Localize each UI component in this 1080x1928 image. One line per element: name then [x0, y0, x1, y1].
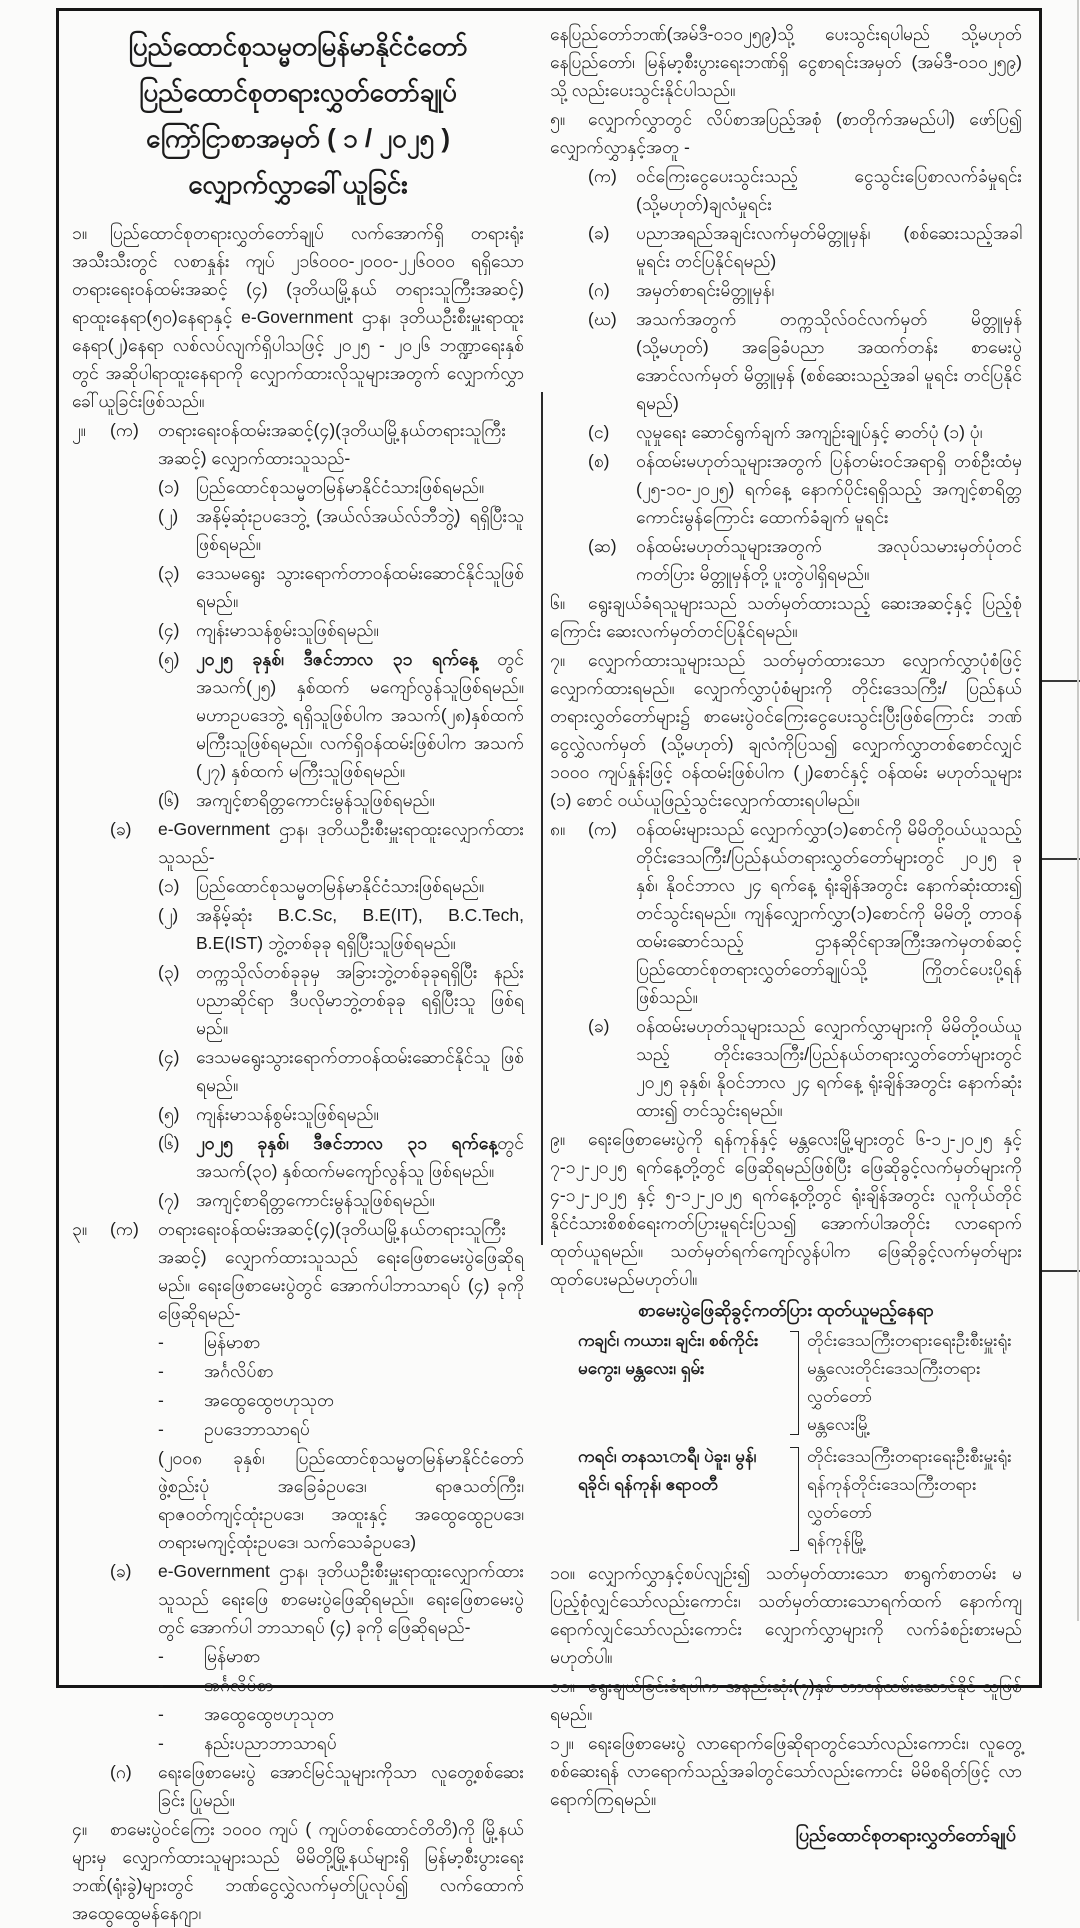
list-item: [158, 1100, 524, 1128]
signature: ပြည်ထောင်စုတရားလွှတ်တော်ချုပ်: [795, 1825, 1016, 1845]
dash-item: [158, 1415, 524, 1443]
list-item-text: အနိမ့်ဆုံးဥပဒေဘွဲ့ (အယ်လ်အယ်လ်ဘီဘွဲ့) ရရှိပြီးသူဖြစ်ရမည်။: [196, 506, 524, 554]
clause-number: ၃။: [72, 1219, 88, 1239]
item-number: (၂): [158, 905, 179, 925]
location-states: ကရင်၊ တနသၤာရီ၊ ပဲခူး၊ မွန်၊ ရခိုင်၊ ရန်ကုန်၊ ဧရာဝတီ: [578, 1447, 757, 1494]
list-item-text: ကျန်းမာသန်စွမ်းသူဖြစ်ရမည်။: [196, 620, 379, 640]
list-item-text: ကျန်းမာသန်စွမ်းသူဖြစ်ရမည်။: [196, 1104, 379, 1124]
sub-letter: (ဂ): [110, 1762, 132, 1782]
clause-number: ၁၂။: [550, 1733, 574, 1753]
dash-item-text: ဥပဒေဘာသာရပ်: [204, 1419, 310, 1439]
item-number: (၅): [158, 649, 180, 669]
column-divider: [541, 392, 543, 1245]
sub-letter: (စ): [588, 451, 610, 471]
clause-number: [550, 219, 588, 275]
item-number: (၆): [158, 790, 180, 810]
list-item-text: ၂၀၂၅ ခုနှစ်၊ ဒီဇင်ဘာလ ၃၁ ရက်နေ့ တွင် အသက်(၂၅) နှစ်ထက် မကျော်လွန်သူဖြစ်ရမည်။ မဟာဥပဒေဘွဲ့ ရရှိသူဖြစ်ပါက အသက်(၂၈)နှစ်ထက် မကြီးသူဖြစ်ရမည်။ လက်ရှိဝန်ထမ်းဖြစ်ပါက အသက် (၂၇) နှစ်ထက် မကြီးသူဖြစ်ရမည်။: [196, 649, 525, 781]
list-item-text: တက္ကသိုလ်တစ်ခုခုမှ အခြားဘွဲ့တစ်ခုခုရရှိပြီး နည်းပညာဆိုင်ရာ ဒီပလိုမာဘွဲ့တစ်ခုခု ရရှိပြီးသူ ဖြစ်ရမည်။: [196, 962, 524, 1038]
clause-number: [550, 418, 588, 446]
list-item: [158, 559, 524, 615]
left-column: [72, 19, 524, 1928]
dash-item-text: အထွေထွေဗဟုသုတ: [204, 1390, 334, 1410]
sub-clause: [550, 532, 1022, 588]
sub-clause: [72, 815, 524, 871]
item-number: (၄): [158, 620, 180, 640]
list-item: [158, 473, 524, 501]
dash-item-text: နည်းပညာဘာသာရပ်: [204, 1733, 337, 1753]
clause-number: ၂။: [72, 420, 86, 440]
location-states: ကချင်၊ ကယား၊ ချင်း၊ စစ်ကိုင်း မကွေး၊ မန္တလေး၊ ရှမ်း: [578, 1331, 759, 1378]
sub-clause-text: ဝန်ထမ်းများသည် လျှောက်လွှာ(၁)စောင်ကို မိမိတို့ဝယ်ယူသည့် တိုင်းဒေသကြီး/ပြည်နယ်တရားလွှတ်တော်များတွင် ၂၀၂၅ ခုနှစ်၊ နိုဝင်ဘာလ ၂၄ ရက်နေ့ ရုံးချိန်အတွင်း နောက်ဆုံးထား၍ တင်သွင်းရမည်။ ကျန်လျှောက်လွှာ(၁)စောင်ကို မိမိတို့ တာဝန်ထမ်းဆောင်သည့် ဌာနဆိုင်ရာအကြီးအကဲမှတစ်ဆင့် ပြည်ထောင်စုတရားလွှတ်တော်ချုပ်သို့ ကြိုတင်ပေးပို့ရန် ဖြစ်သည်။: [636, 819, 1022, 1007]
clause-number: ၁၁။: [550, 1676, 575, 1696]
list-item: [158, 1129, 524, 1185]
sub-clause: [550, 276, 1022, 304]
sub-clause: [550, 162, 1022, 218]
dash-marker: -: [158, 1361, 164, 1381]
clause-number: [550, 447, 588, 531]
clause-number: [550, 532, 588, 588]
sub-letter: (ခ): [110, 819, 132, 839]
dash-item-text: အင်္ဂလိပ်စာ: [204, 1361, 274, 1381]
sub-letter: (ဂ): [588, 280, 610, 300]
dash-item: [158, 1671, 524, 1699]
dash-marker: -: [158, 1675, 164, 1695]
location-row: [578, 1327, 1022, 1439]
sub-clause: [550, 1012, 1022, 1124]
clause-number: [550, 162, 588, 218]
sub-clause-text: အမှတ်စာရင်းမိတ္တူမှန်၊: [636, 280, 775, 300]
sub-clause-text: ဝန်ထမ်းမဟုတ်သူများအတွက် အလုပ်သမားမှတ်ပုံတင်ကတ်ပြား မိတ္တူမှန်တို့ ပူးတွဲပါရှိရမည်။: [636, 536, 1022, 584]
location-row: [578, 1443, 1022, 1555]
sub-clause: [550, 447, 1022, 531]
clause-number: [72, 1557, 110, 1641]
list-item: [158, 872, 524, 900]
clause-number: ၁။: [72, 223, 88, 243]
sub-letter: (ခ): [110, 1561, 132, 1581]
location-office: တိုင်းဒေသကြီးတရားရေးဦးစီးမှူးရုံး မန္တလေးတိုင်းဒေသကြီးတရားလွှတ်တော် မန္တလေးမြို့: [807, 1331, 1012, 1434]
clause-number: [550, 276, 588, 304]
sub-letter: (က): [588, 166, 617, 186]
right-column: [550, 19, 1022, 1850]
list-item-text: ၂၀၂၅ ခုနှစ်၊ ဒီဇင်ဘာလ ၃၁ ရက်နေ့တွင် အသက်(၃၀) နှစ်ထက်မကျော်လွန်သူ ဖြစ်ရမည်။: [196, 1133, 524, 1181]
clause-number: ၆။: [550, 593, 566, 613]
sub-clause-text: အသက်အတွက် တက္ကသိုလ်ဝင်လက်မှတ် မိတ္တူမှန် (သို့မဟုတ်) အခြေခံပညာ အထက်တန်း စာမေးပွဲအောင်လက်မှတ် မိတ္တူမှန် (စစ်ဆေးသည့်အခါ မူရင်း တင်ပြနိုင်ရမည်): [636, 309, 1022, 413]
sub-clause-text: e-Government ဌာန၊ ဒုတိယဦးစီးမှူးရာထူးလျှောက်ထားသူသည် ရေးဖြေ စာမေးပွဲဖြေဆိုရမည်။ ရေးဖြေစာမေးပွဲတွင် အောက်ပါ ဘာသာရပ် (၄) ခုကို ဖြေဆိုရမည်-: [158, 1561, 524, 1637]
dash-item: [158, 1729, 524, 1757]
list-item: [158, 958, 524, 1042]
sub-clause-text: လူမှုရေး ဆောင်ရွက်ချက် အကျဉ်းချုပ်နှင့် ဓာတ်ပုံ (၁) ပုံ၊: [636, 422, 983, 442]
sub-letter: (က): [110, 1219, 139, 1239]
sub-clause: [550, 305, 1022, 417]
dash-item-text: မြန်မာစာ: [204, 1646, 261, 1666]
dash-item: [158, 1328, 524, 1356]
item-number: (၁): [158, 477, 180, 497]
sub-clause: [72, 416, 524, 472]
list-item: [158, 901, 524, 957]
sub-clause-text: ဝန်ထမ်းမဟုတ်သူများအတွက် ပြန်တမ်းဝင်အရာရှိ တစ်ဦးထံမှ (၂၅-၁၀-၂၀၂၅) ရက်နေ့ နောက်ပိုင်းရရှိသည့် အကျင့်စာရိတ္တ ကောင်းမွန်ကြောင်း ထောက်ခံချက် မူရင်း: [636, 451, 1022, 527]
two-column-layout: [72, 19, 1027, 1928]
list-item-text: အနိမ့်ဆုံး B.C.Sc, B.E(IT), B.C.Tech, B.E(IST) ဘွဲ့တစ်ခုခု ရရှိပြီးသူဖြစ်ရမည်။: [196, 905, 524, 953]
clause-number: [72, 1758, 110, 1814]
sub-clause-text: e-Government ဌာန၊ ဒုတိယဦးစီးမှူးရာထူးလျှောက်ထားသူသည်-: [158, 819, 524, 867]
sub-letter: (ခ): [588, 223, 610, 243]
clause-number: ၉။: [550, 1129, 566, 1149]
clause: ၁၂။ ရေးဖြေစာမေးပွဲ လာရောက်ဖြေဆိုရာတွင်သော်လည်းကောင်း၊ လူတွေ့ စစ်ဆေးရန် လာရောက်သည့်အခါတွင်သော်လည်းကောင်း မိမိစရိတ်ဖြင့် လာရောက်ကြရမည်။: [550, 1729, 1022, 1813]
list-item-text: ပြည်ထောင်စုသမ္မတမြန်မာနိုင်ငံသားဖြစ်ရမည်။: [196, 477, 485, 497]
clause-number: ၇။: [550, 650, 566, 670]
sub-clause: [550, 418, 1022, 446]
sub-letter: (က): [588, 819, 617, 839]
dash-marker: -: [158, 1646, 164, 1666]
dash-item-text: မြန်မာစာ: [204, 1332, 261, 1352]
title-line-2: ပြည်ထောင်စုတရားလွှတ်တော်ချုပ်: [139, 77, 457, 107]
location-office: တိုင်းဒေသကြီးတရားရေးဦးစီးမှူးရုံး ရန်ကုန်တိုင်းဒေသကြီးတရားလွှတ်တော် ရန်ကုန်မြို့: [807, 1447, 1012, 1550]
clause: ၁။ ပြည်ထောင်စုတရားလွှတ်တော်ချုပ် လက်အောက်ရှိ တရားရုံးအသီးသီးတွင် လစာနှုန်း ကျပ် ၂၁၆၀၀၀-၂၀၀၀-၂၂၆၀၀၀ ရရှိသော တရားရေးဝန်ထမ်းအဆင့် (၄) (ဒုတိယမြို့နယ် တရားသူကြီးအဆင့်) ရာထူးနေရာ(၅၀)နေရာနှင့် e-Government ဌာန၊ ဒုတိယဦးစီးမှူးရာထူးနေရာ(၂)နေရာ လစ်လပ်လျက်ရှိပါသဖြင့် ၂၀၂၅ - ၂၀၂၆ ဘဏ္ဍာရေးနှစ်တွင် အဆိုပါရာထူးနေရာကို လျှောက်ထားလိုသူများအတွက် လျှောက်လွှာခေါ်ယူခြင်းဖြစ်သည်။: [72, 219, 524, 415]
item-number: (၄): [158, 1047, 180, 1067]
sub-clause: [72, 1215, 524, 1327]
page-edge-mark: [1042, 858, 1080, 860]
page-edge-line: [1077, 0, 1079, 1621]
clause: ၅။ လျှောက်လွှာတွင် လိပ်စာအပြည့်အစုံ (စာတိုက်အမည်ပါ) ဖော်ပြ၍ လျှောက်လွှာနှင့်အတူ -: [550, 105, 1022, 161]
clause: ၁၁။ ရွေးချယ်ခြင်းခံရပါက အနည်းဆုံး(၇)နှစ် တာဝန်ထမ်းဆောင်နိုင် သူဖြစ်ရမည်။: [550, 1672, 1022, 1728]
page-edge-mark: [1042, 1270, 1080, 1272]
title-line-1: ပြည်ထောင်စုသမ္မတမြန်မာနိုင်ငံတော်: [128, 31, 468, 61]
item-number: (၃): [158, 962, 180, 982]
clause-number: [550, 1012, 588, 1124]
section-heading: စာမေးပွဲဖြေဆိုခွင့်ကတ်ပြား ထုတ်ယူမည့်နေရာ: [638, 1300, 934, 1320]
dash-item: [158, 1357, 524, 1385]
dash-item-text: အင်္ဂလိပ်စာ: [204, 1675, 274, 1695]
note: (၂၀၀၈ ခုနှစ်၊ ပြည်ထောင်စုသမ္မတမြန်မာနိုင်ငံတော် ဖွဲ့စည်းပုံ အခြေခံဥပဒေ၊ ရာဇသတ်ကြီး၊ ရာဇဝတ်ကျင့်ထုံးဥပဒေ၊ အထူးနှင့် အထွေထွေဥပဒေ၊ တရားမကျင့်ထုံးဥပဒေ၊ သက်သေခံဥပဒေ): [158, 1448, 524, 1552]
title-line-3: ကြော်ငြာစာအမှတ် ( ၁ / ၂၀၂၅ ): [145, 123, 451, 153]
list-item: [158, 645, 524, 785]
sub-letter: (ဃ): [588, 309, 617, 329]
sub-letter: (ခ): [588, 1016, 610, 1036]
dash-marker: -: [158, 1419, 164, 1439]
sub-clause-text: ရေးဖြေစာမေးပွဲ အောင်မြင်သူများကိုသာ လူတွေ့စစ်ဆေးခြင်း ပြုမည်။: [158, 1762, 524, 1810]
item-number: (၃): [158, 563, 180, 583]
clause-number: ၄။: [72, 1819, 88, 1839]
clause-number: [550, 305, 588, 417]
clause: ၄။ စာမေးပွဲဝင်ကြေး ၁၀၀၀ ကျပ် ( ကျပ်တစ်ထောင်တိတိ)ကို မြို့နယ်များမှ လျှောက်ထားသူများသည် မိမိတို့မြို့နယ်များရှိ မြန်မာ့စီးပွားရေးဘဏ်(ရုံးခွဲ)များတွင် ဘဏ်ငွေလွှဲလက်မှတ်ပြုလုပ်၍ လက်ထောက်အထွေထွေမန်နေဂျာ၊: [72, 1815, 524, 1927]
dash-item: [158, 1700, 524, 1728]
clause-number: ၈။: [550, 819, 566, 839]
announcement-document: [56, 8, 1042, 1923]
list-item: [158, 786, 524, 814]
list-item-text: ပြည်ထောင်စုသမ္မတမြန်မာနိုင်ငံသားဖြစ်ရမည်။: [196, 876, 485, 896]
item-number: (၇): [158, 1190, 180, 1210]
page-edge-mark: [1042, 680, 1080, 682]
sub-clause: [550, 815, 1022, 1011]
list-item-text: အကျင့်စာရိတ္တကောင်းမွန်သူဖြစ်ရမည်။: [196, 790, 435, 810]
list-item: [158, 616, 524, 644]
sub-letter: (င): [588, 422, 610, 442]
clause: ၇။ လျှောက်ထားသူများသည် သတ်မှတ်ထားသော လျှောက်လွှာပုံစံဖြင့် လျှောက်ထားရမည်။ လျှောက်လွှာပုံစံများကို တိုင်းဒေသကြီး/ ပြည်နယ် တရားလွှတ်တော်များ၌ စာမေးပွဲဝင်ကြေးငွေပေးသွင်းပြီးဖြစ်ကြောင်း ဘဏ်ငွေလွှဲလက်မှတ် (သို့မဟုတ်) ချလံကိုပြသ၍ လျှောက်လွှာတစ်စောင်လျှင် ၁၀၀၀ ကျပ်နှုန်းဖြင့် ဝန်ထမ်းဖြစ်ပါက (၂)စောင်နှင့် ဝန်ထမ်း မဟုတ်သူများ (၁) စောင် ဝယ်ယူဖြည့်သွင်းလျှောက်ထားရပါမည်။: [550, 646, 1022, 814]
clause-number: ၅။: [550, 109, 566, 129]
dash-item: [158, 1386, 524, 1414]
dash-item: [158, 1642, 524, 1670]
list-item: [158, 1186, 524, 1214]
clause: ၁၀။ လျှောက်လွှာနှင့်စပ်လျဉ်း၍ သတ်မှတ်ထားသော စာရွက်စာတမ်း မပြည့်စုံလျှင်သော်လည်းကောင်း၊ သတ်မှတ်ထားသောရက်ထက် နောက်ကျရောက်လျှင်သော်လည်းကောင်း လျှောက်လွှာများကို လက်ခံစဉ်းစားမည်မဟုတ်ပါ။: [550, 1559, 1022, 1671]
title-line-4: လျှောက်လွှာခေါ်ယူခြင်း: [188, 169, 408, 199]
document-title: [72, 23, 524, 207]
clause-number: [72, 815, 110, 871]
dash-item-text: အထွေထွေဗဟုသုတ: [204, 1704, 334, 1724]
sub-clause-text: ပညာအရည်အချင်းလက်မှတ်မိတ္တူမှန်၊ (စစ်ဆေးသည့်အခါမူရင်း တင်ပြနိုင်ရမည်): [636, 223, 1022, 271]
paragraph: နေပြည်တော်ဘဏ်(အမ်ဒီ-၀၁၀၂၅၉)သို့ ပေးသွင်းရပါမည် သို့မဟုတ် နေပြည်တော်၊ မြန်မာ့စီးပွားရေးဘဏ်ရှိ ငွေစာရင်းအမှတ် (အမ်ဒီ-၀၁၀၂၅၉) သို့ လည်းပေးသွင်းနိုင်ပါသည်။: [550, 24, 1022, 100]
item-number: (၁): [158, 876, 180, 896]
clause: ၆။ ရွေးချယ်ခံရသူများသည် သတ်မှတ်ထားသည့် ဆေးအဆင့်နှင့် ပြည့်စုံကြောင်း ဆေးလက်မှတ်တင်ပြနိုင်ရမည်။: [550, 589, 1022, 645]
sub-letter: (က): [110, 420, 139, 440]
sub-clause-text: ဝင်ကြေးငွေပေးသွင်းသည့် ငွေသွင်းပြေစာလက်ခံမှုရင်း (သို့မဟုတ်)ချလံမှုရင်း: [636, 166, 1022, 214]
item-number: (၆): [158, 1133, 180, 1153]
dash-marker: -: [158, 1733, 164, 1753]
sub-clause-text: တရားရေးဝန်ထမ်းအဆင့်(၄)(ဒုတိယမြို့နယ်တရားသူကြီးအဆင့်) လျှောက်ထားသူသည် ရေးဖြေစာမေးပွဲဖြေဆိုရမည်။ ရေးဖြေစာမေးပွဲတွင် အောက်ပါဘာသာရပ် (၄) ခုကို ဖြေဆိုရမည်-: [158, 1219, 524, 1323]
bracket-shape: [790, 1331, 799, 1435]
sub-clause-text: ဝန်ထမ်းမဟုတ်သူများသည် လျှောက်လွှာများကို မိမိတို့ဝယ်ယူသည့် တိုင်းဒေသကြီး/ပြည်နယ်တရားလွှတ်တော်များတွင် ၂၀၂၅ ခုနှစ်၊ နိုဝင်ဘာလ ၂၄ ရက်နေ့ ရုံးချိန်အတွင်း နောက်ဆုံးထား၍ တင်သွင်းရမည်။: [636, 1016, 1022, 1120]
dash-marker: -: [158, 1390, 164, 1410]
dash-marker: -: [158, 1704, 164, 1724]
list-item-text: အကျင့်စာရိတ္တကောင်းမွန်သူဖြစ်ရမည်။: [196, 1190, 435, 1210]
dash-marker: -: [158, 1332, 164, 1352]
item-number: (၂): [158, 506, 179, 526]
sub-letter: (ဆ): [588, 536, 617, 556]
sub-clause-text: တရားရေးဝန်ထမ်းအဆင့်(၄)(ဒုတိယမြို့နယ်တရားသူကြီးအဆင့်) လျှောက်ထားသူသည်-: [158, 420, 506, 468]
sub-clause: [550, 219, 1022, 275]
sub-clause: [72, 1557, 524, 1641]
item-number: (၅): [158, 1104, 180, 1124]
list-item-text: ဒေသမရွေးသွားရောက်တာဝန်ထမ်းဆောင်နိုင်သူ ဖြစ်ရမည်။: [196, 1047, 524, 1095]
clause: ၉။ ရေးဖြေစာမေးပွဲကို ရန်ကုန်နှင့် မန္တလေးမြို့များတွင် ၆-၁၂-၂၀၂၅ နှင့် ၇-၁၂-၂၀၂၅ ရက်နေ့တို့တွင် ဖြေဆိုရမည်ဖြစ်ပြီး ဖြေဆိုခွင့်လက်မှတ်များကို ၄-၁၂-၂၀၂၅ နှင့် ၅-၁၂-၂၀၂၅ ရက်နေ့တို့တွင် ရုံးချိန်အတွင်း လူကိုယ်တိုင် နိုင်ငံသားစိစစ်ရေးကတ်ပြားမူရင်းပြသ၍ အောက်ပါအတိုင်း လာရောက် ထုတ်ယူရမည်။ သတ်မှတ်ရက်ကျော်လွန်ပါက ဖြေဆိုခွင့်လက်မှတ်များ ထုတ်ပေးမည်မဟုတ်ပါ။: [550, 1125, 1022, 1293]
list-item: [158, 502, 524, 558]
bracket-shape: [790, 1447, 799, 1551]
list-item-text: ဒေသမရွေး သွားရောက်တာဝန်ထမ်းဆောင်နိုင်သူဖြစ်ရမည်။: [196, 563, 524, 611]
list-item: [158, 1043, 524, 1099]
sub-clause: [72, 1758, 524, 1814]
clause-number: ၁၀။: [550, 1563, 575, 1583]
